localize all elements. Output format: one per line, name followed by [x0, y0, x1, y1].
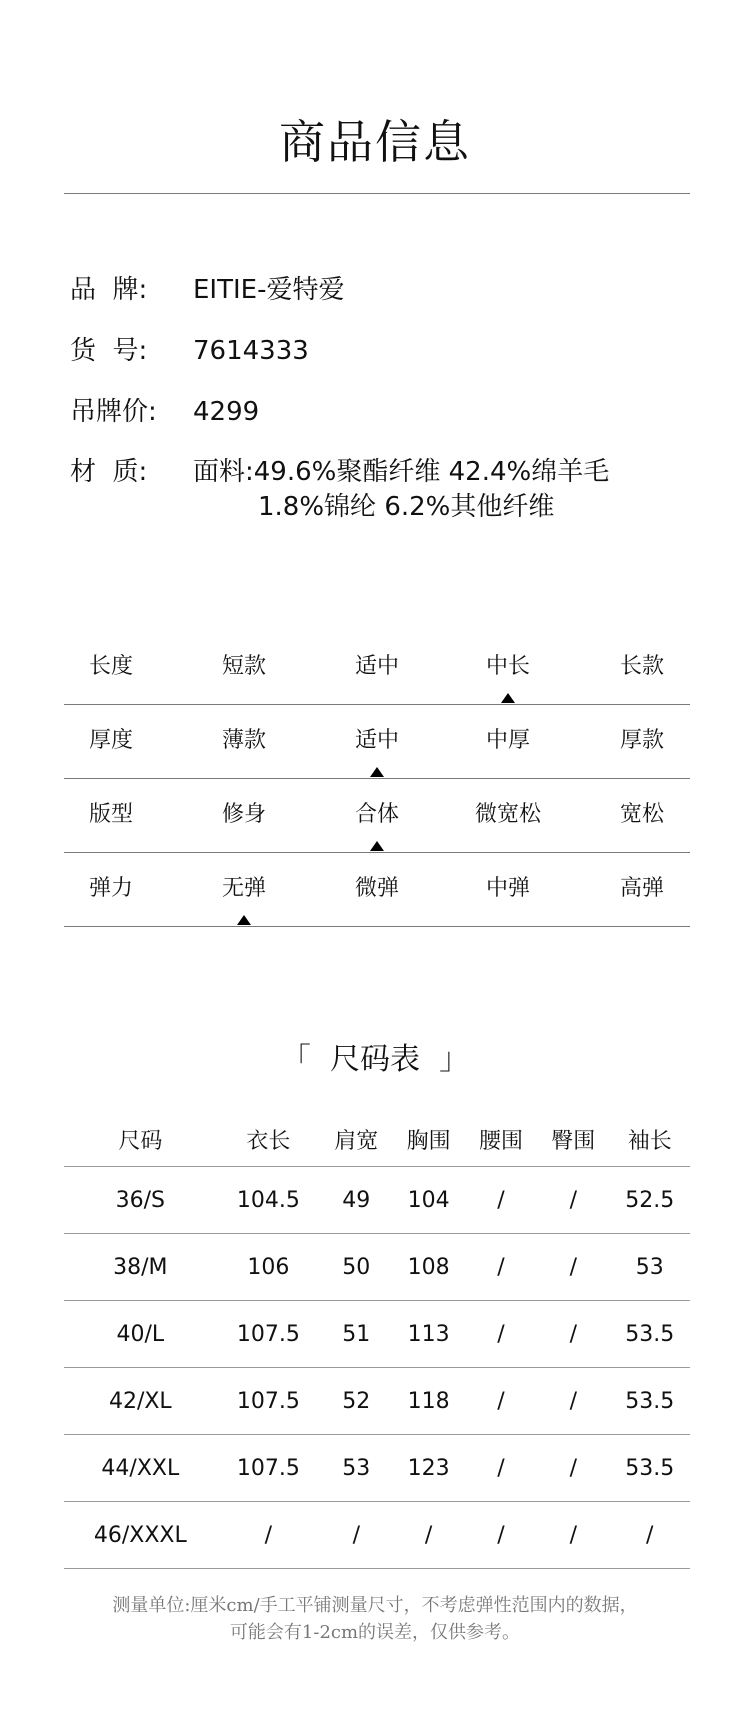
size-chart-cell: 51 — [320, 1301, 392, 1368]
material-label: 材 质: — [70, 457, 148, 487]
size-chart-cell: / — [320, 1502, 392, 1569]
size-chart-header-cell: 臀围 — [537, 1113, 609, 1167]
attribute-row — [64, 705, 690, 779]
size-chart-cell: 53.5 — [609, 1368, 690, 1435]
selected-marker-icon — [370, 767, 384, 777]
size-chart-cell: 50 — [320, 1234, 392, 1301]
size-chart-row — [64, 1234, 690, 1301]
size-chart-row — [64, 1301, 690, 1368]
selected-marker-icon — [501, 693, 515, 703]
attribute-option: 适中 — [354, 654, 399, 679]
size-chart-cell: 52.5 — [609, 1167, 690, 1234]
brand-value: EITIE-爱特爱 — [193, 275, 345, 305]
size-chart-cell: 42/XL — [64, 1368, 217, 1435]
size-chart-cell: / — [537, 1435, 609, 1502]
size-chart-cell: 53 — [609, 1234, 690, 1301]
selected-marker-icon — [237, 915, 251, 925]
attribute-option: 无弹 — [221, 876, 266, 901]
material-value-line1: 面料:49.6%聚酯纤维 42.4%绵羊毛 — [193, 457, 610, 487]
attribute-label: 弹力 — [88, 876, 133, 901]
attribute-row — [64, 779, 690, 853]
size-chart-cell: 104 — [392, 1167, 464, 1234]
size-chart-cell: / — [465, 1301, 537, 1368]
size-chart-cell: / — [537, 1167, 609, 1234]
attribute-option: 厚款 — [619, 728, 664, 753]
attribute-option: 中弹 — [485, 876, 530, 901]
size-chart-title: 「 尺码表 」 — [280, 1042, 470, 1077]
size-chart-header-cell: 肩宽 — [320, 1113, 392, 1167]
size-chart-header-cell: 尺码 — [64, 1113, 217, 1167]
note-line-2: 可能会有1-2cm的误差，仅供参考。 — [229, 1622, 521, 1643]
size-chart-row — [64, 1435, 690, 1502]
size-chart-cell: 36/S — [64, 1167, 217, 1234]
size-chart-cell: 107.5 — [217, 1368, 321, 1435]
size-chart-header-cell: 袖长 — [609, 1113, 690, 1167]
size-chart-cell: 123 — [392, 1435, 464, 1502]
attribute-option: 修身 — [221, 802, 266, 827]
attribute-option: 高弹 — [619, 876, 664, 901]
attribute-option: 宽松 — [619, 802, 664, 827]
attribute-option: 合体 — [354, 802, 399, 827]
attribute-option: 中长 — [485, 654, 530, 679]
size-chart-cell: 38/M — [64, 1234, 217, 1301]
size-chart-cell: 44/XXL — [64, 1435, 217, 1502]
size-chart-cell: 53.5 — [609, 1301, 690, 1368]
sku-value: 7614333 — [193, 336, 309, 366]
attribute-option: 适中 — [354, 728, 399, 753]
selected-marker-icon — [370, 841, 384, 851]
material-value-line2: 1.8%锦纶 6.2%其他纤维 — [258, 492, 555, 522]
attribute-option: 微弹 — [354, 876, 399, 901]
size-chart-cell: / — [537, 1301, 609, 1368]
size-chart-cell: / — [217, 1502, 321, 1569]
size-chart-cell: 118 — [392, 1368, 464, 1435]
size-chart-cell: / — [537, 1234, 609, 1301]
size-chart-cell: 106 — [217, 1234, 321, 1301]
page-title: 商品信息 — [279, 115, 471, 169]
attribute-label: 版型 — [88, 802, 133, 827]
measurement-note — [0, 1592, 750, 1646]
size-chart-cell: 49 — [320, 1167, 392, 1234]
size-chart-header-row — [64, 1113, 690, 1167]
size-chart-cell: / — [465, 1167, 537, 1234]
size-chart-cell: 46/XXXL — [64, 1502, 217, 1569]
note-line-1: 测量单位:厘米cm/手工平铺测量尺寸，不考虑弹性范围内的数据， — [112, 1595, 638, 1616]
size-chart-header-cell: 腰围 — [465, 1113, 537, 1167]
size-chart-cell: 107.5 — [217, 1435, 321, 1502]
attribute-option: 长款 — [619, 654, 664, 679]
sku-label: 货 号: — [70, 336, 148, 366]
size-chart-cell: / — [392, 1502, 464, 1569]
size-chart-cell: 53.5 — [609, 1435, 690, 1502]
attribute-option: 中厚 — [485, 728, 530, 753]
price-value: 4299 — [193, 397, 260, 427]
title-divider — [64, 193, 690, 194]
attribute-option: 微宽松 — [474, 802, 541, 827]
size-chart-cell: / — [609, 1502, 690, 1569]
size-chart-row — [64, 1502, 690, 1569]
attribute-option: 短款 — [221, 654, 266, 679]
attribute-row — [64, 631, 690, 705]
attribute-label: 长度 — [88, 654, 133, 679]
brand-label: 品 牌: — [70, 275, 148, 305]
size-chart-cell: 40/L — [64, 1301, 217, 1368]
attribute-option: 薄款 — [221, 728, 266, 753]
attribute-table — [64, 631, 690, 927]
attribute-row — [64, 853, 690, 927]
size-chart-header-cell: 衣长 — [217, 1113, 321, 1167]
size-chart-cell: 53 — [320, 1435, 392, 1502]
size-chart-cell: 104.5 — [217, 1167, 321, 1234]
size-chart-cell: 108 — [392, 1234, 464, 1301]
size-chart-cell: / — [537, 1368, 609, 1435]
size-chart-cell: / — [465, 1234, 537, 1301]
attribute-label: 厚度 — [88, 728, 133, 753]
size-chart-cell: / — [465, 1435, 537, 1502]
size-chart-cell: / — [465, 1502, 537, 1569]
size-chart-header-cell: 胸围 — [392, 1113, 464, 1167]
size-chart-row — [64, 1368, 690, 1435]
size-chart-cell: 107.5 — [217, 1301, 321, 1368]
price-label: 吊牌价: — [70, 397, 157, 427]
size-chart-cell: / — [465, 1368, 537, 1435]
size-chart-cell: / — [537, 1502, 609, 1569]
size-chart-row — [64, 1167, 690, 1234]
size-chart-cell: 113 — [392, 1301, 464, 1368]
size-chart-cell: 52 — [320, 1368, 392, 1435]
size-chart-table — [64, 1113, 690, 1569]
